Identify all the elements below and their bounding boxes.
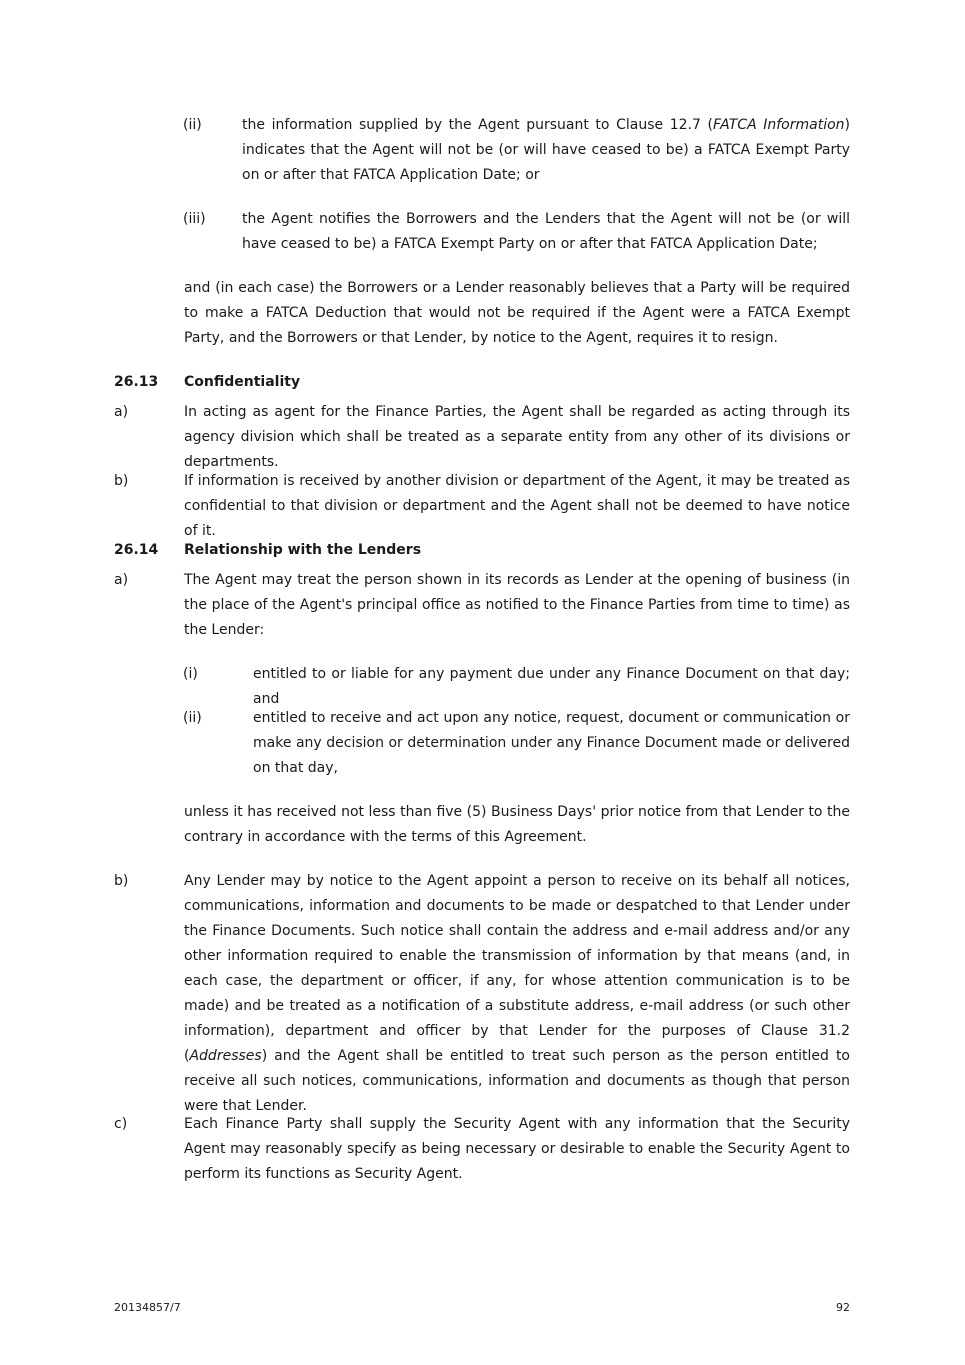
clause-label-b: b)	[114, 873, 129, 889]
italic-reference: FATCA Information	[712, 117, 845, 133]
list-item-ii-text: entitled to receive and act upon any notice, request, document or communication or make any decision or determination under any Finance Document made or delivered on that day,	[253, 710, 850, 776]
closing-paragraph: and (in each case) the Borrowers or a Lender reasonably believes that a Party will be required to make a FATCA Deduction that would not be required if the Agent were a FATCA Exempt Party, and the Borrowers or that Lender, by notice to the Agent, requires it to resign.	[184, 280, 850, 346]
clause-text-a: In acting as agent for the Finance Parties, the Agent shall be regarded as acting through its agency division which shall be treated as a separate entity from any other of its divisions or departments.	[184, 404, 850, 470]
clause-text-c: Each Finance Party shall supply the Security Agent with any information that the Security Agent may reasonably specify as being necessary or desirable to enable the Security Agent to perform its functions as Security Agent.	[184, 1116, 850, 1182]
clause-text-b	[184, 869, 850, 1119]
footer-doc-ref: 20134857/7	[114, 1301, 181, 1314]
list-item-iii-text: the Agent notifies the Borrowers and the Lenders that the Agent will not be (or will have ceased to be) a FATCA Exempt Party on or after that FATCA Application Date;	[242, 211, 850, 252]
text-segment: the information supplied by the Agent pursuant to Clause 12.7 (	[242, 117, 713, 133]
clause-label-c: c)	[114, 1116, 128, 1132]
unless-paragraph: unless it has received not less than five (5) Business Days' prior notice from that Lender to the contrary in accordance with the terms of this Agreement.	[184, 804, 850, 845]
clause-label-a: a)	[114, 404, 129, 420]
clause-text-a: The Agent may treat the person shown in its records as Lender at the opening of business (in the place of the Agent's principal office as notified to the Finance Parties from time to time) as the Lender:	[184, 572, 850, 638]
list-item-ii-text	[242, 113, 850, 188]
text-segment: ) indicates that the Agent will not be (or will have ceased to be) a FATCA Exempt Party on or after that FATCA Application Date; or	[242, 117, 851, 183]
footer-page-number: 92	[836, 1301, 850, 1314]
section-number-2613: 26.13	[114, 374, 159, 390]
clause-label-a: a)	[114, 572, 129, 588]
section-title-confidentiality: Confidentiality	[184, 374, 301, 390]
clause-label-b: b)	[114, 473, 129, 489]
section-number-2614: 26.14	[114, 542, 159, 558]
list-label-i: (i)	[183, 666, 198, 682]
clause-text-b: If information is received by another division or department of the Agent, it may be treated as confidential to that division or department and the Agent shall not be deemed to have notice of it.	[184, 473, 850, 539]
list-label-ii: (ii)	[183, 710, 202, 726]
text-segment: ) and the Agent shall be entitled to treat such person as the person entitled to receive all such notices, communications, information and documents as though that person were that Lender.	[184, 1048, 850, 1114]
italic-reference: Addresses	[189, 1048, 262, 1064]
list-label-iii: (iii)	[183, 211, 206, 227]
section-title-relationship: Relationship with the Lenders	[184, 542, 422, 558]
text-segment: Any Lender may by notice to the Agent appoint a person to receive on its behalf all notices, communications, information and documents to be made or despatched to that Lender under the Finance Documents. Such notice shall contain the address and e-mail address and/or any other information required to enable the transmission of information by that means (and, in each case, the department or officer, if any, for whose attention communication is to be made) and be treated as a notification of a substitute address, e-mail address (or such other information), department and officer by that Lender for the purposes of Clause 31.2 (	[184, 873, 850, 1064]
list-label-ii: (ii)	[183, 117, 202, 133]
list-item-i-text: entitled to or liable for any payment due under any Finance Document on that day; and	[253, 666, 850, 707]
